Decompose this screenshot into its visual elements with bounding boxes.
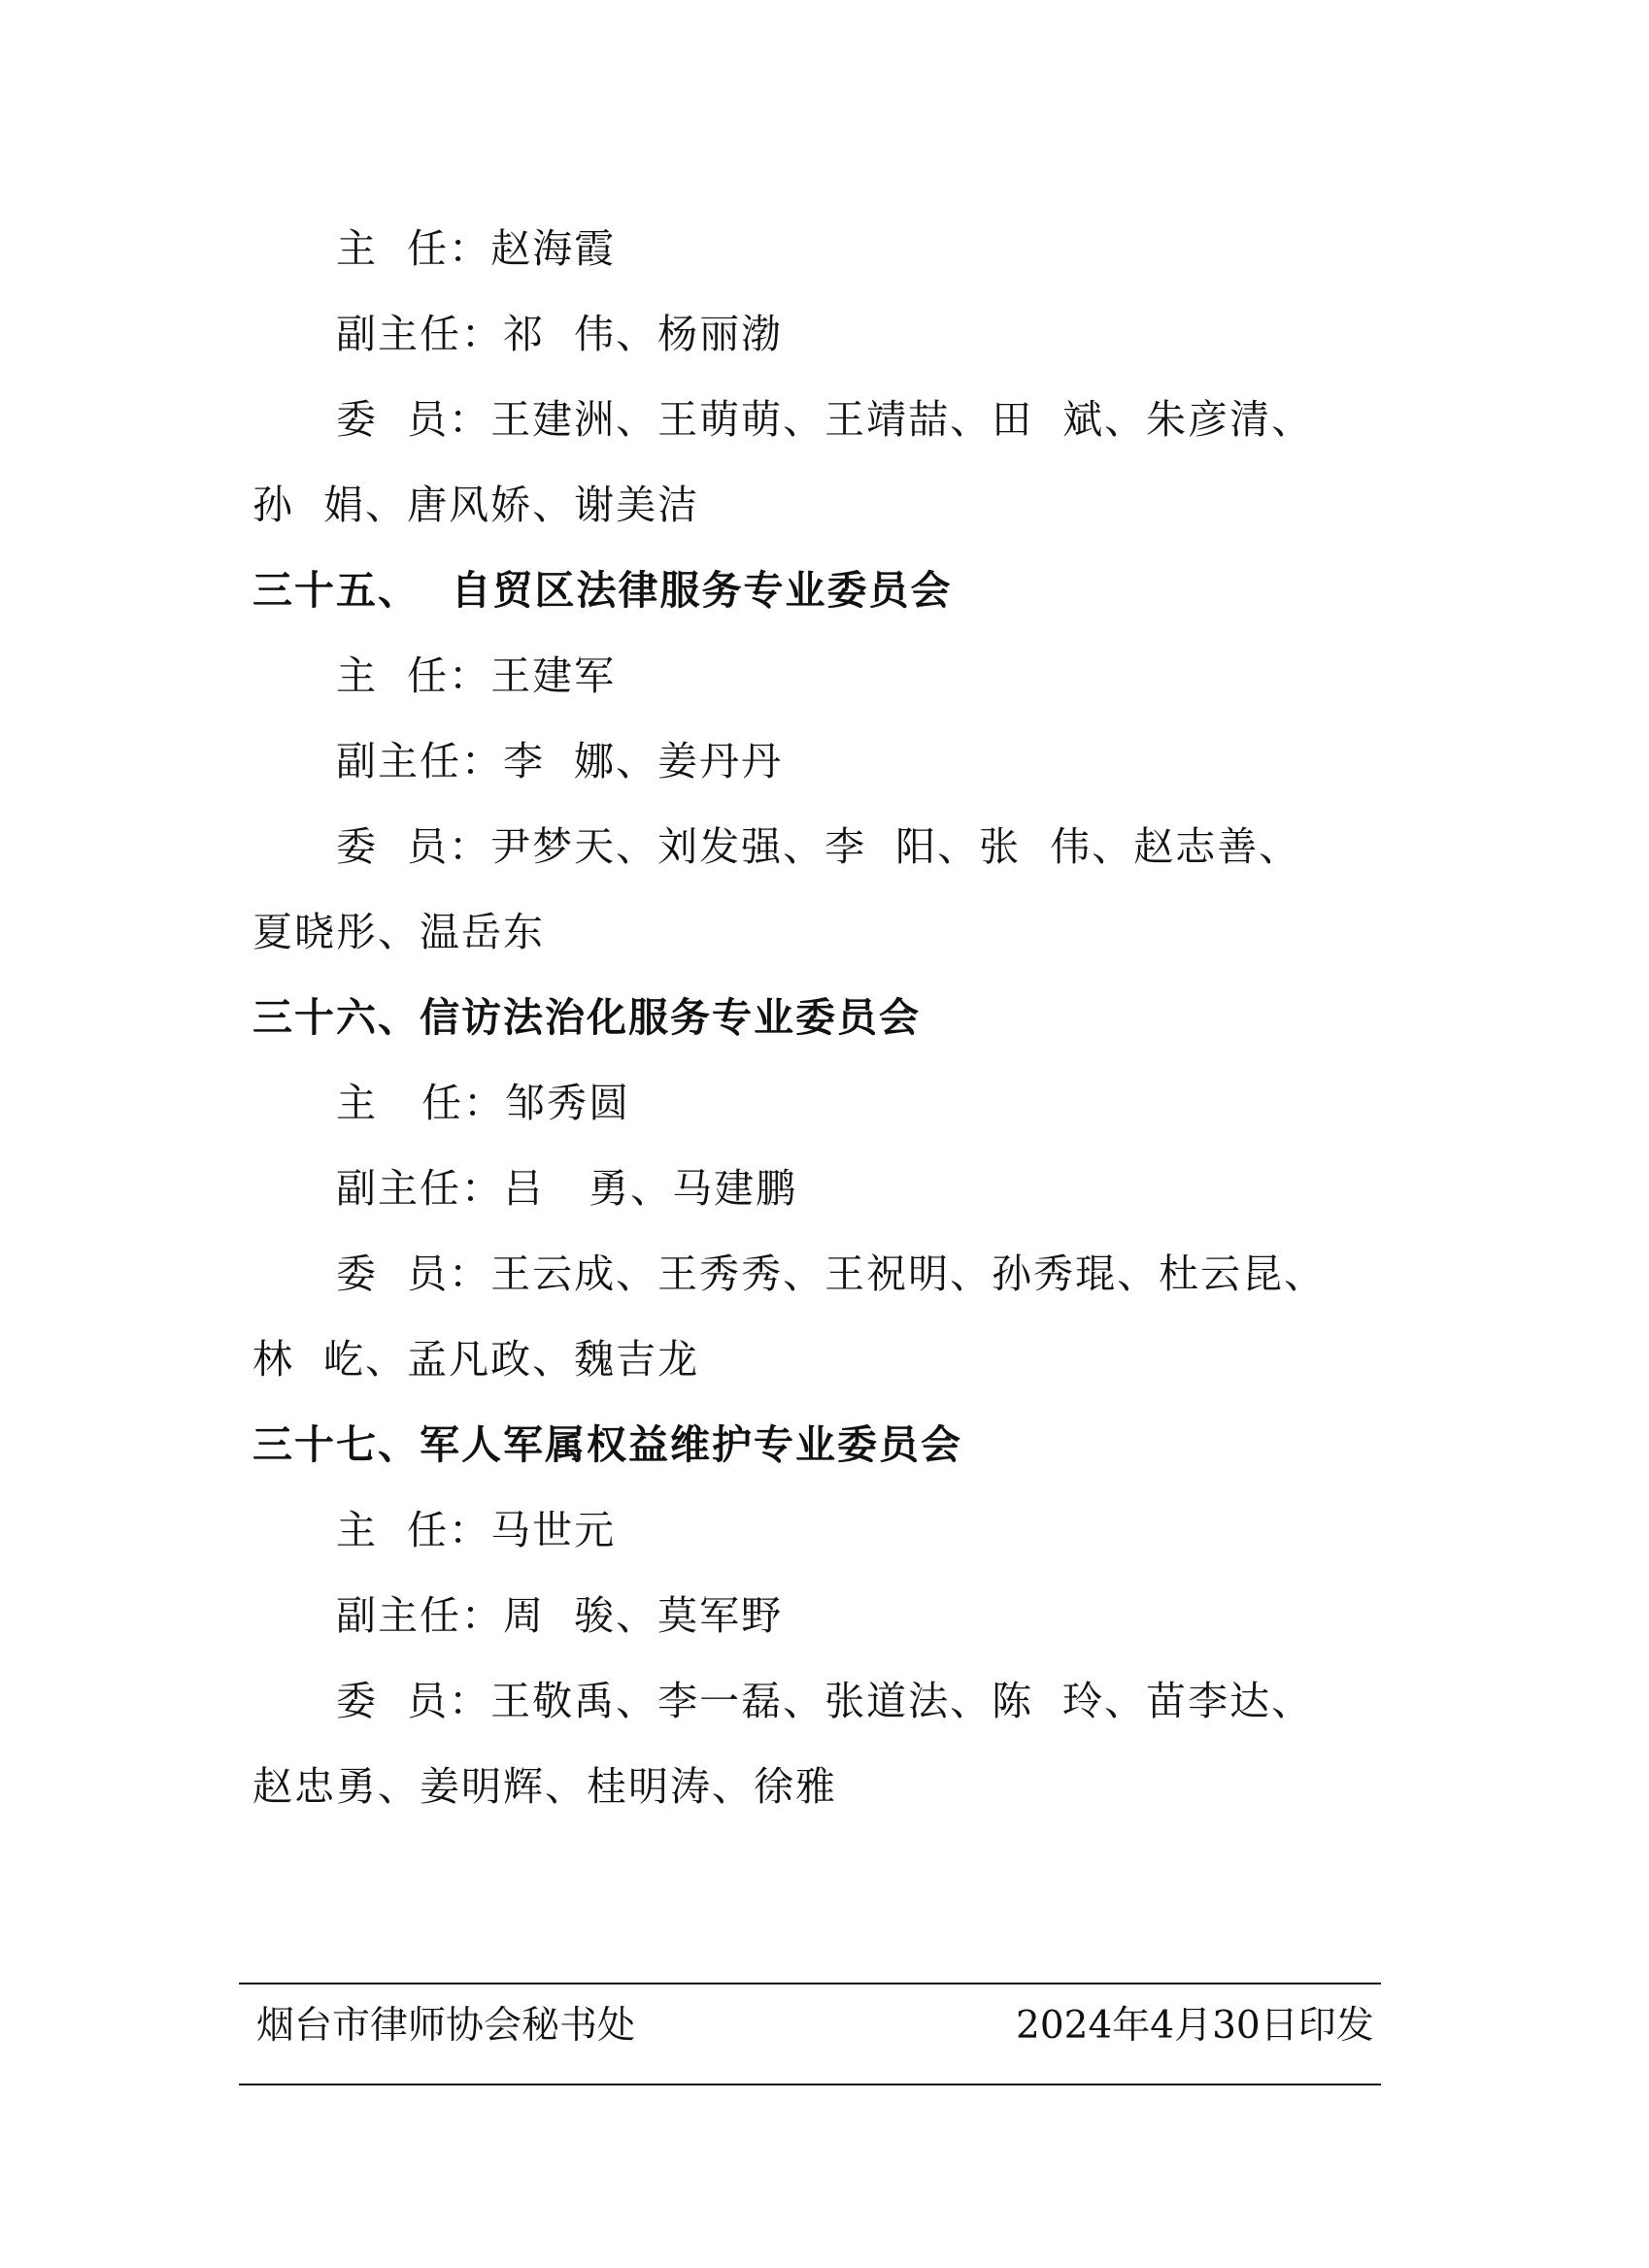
director-line: 主 任：赵海霞 xyxy=(336,225,617,272)
footer-issuer: 烟台市律师协会秘书处 xyxy=(256,2004,636,2048)
members-continuation: 夏晓彤、温岳东 xyxy=(252,909,545,955)
director-line: 主 任：马世元 xyxy=(336,1507,617,1553)
section-heading: 三十五、 自贸区法律服务专业委员会 xyxy=(252,567,953,614)
section-heading: 三十六、信访法治化服务专业委员会 xyxy=(252,994,921,1041)
deputy-line: 副主任：李 娜、姜丹丹 xyxy=(336,738,784,784)
section-heading: 三十七、军人军属权益维护专业委员会 xyxy=(252,1421,962,1468)
members-line: 委 员：尹梦天、刘发强、李 阳、张 伟、赵志善、 xyxy=(336,823,1301,870)
footer-bottom-rule xyxy=(239,2084,1381,2085)
director-line: 主 任：王建军 xyxy=(336,652,617,699)
footer-date: 2024年4月30日印发 xyxy=(1016,2004,1374,2048)
deputy-line: 副主任：周 骏、莫军野 xyxy=(336,1592,784,1639)
deputy-line: 副主任：祁 伟、杨丽渤 xyxy=(336,311,784,357)
members-line: 委 员：王敬禹、李一磊、张道法、陈 玲、苗李达、 xyxy=(336,1678,1314,1724)
members-continuation: 赵忠勇、姜明辉、桂明涛、徐雅 xyxy=(252,1763,837,1810)
members-continuation: 孙 娟、唐风娇、谢美洁 xyxy=(252,482,700,528)
director-line: 主 任：邹秀圆 xyxy=(336,1080,631,1126)
members-continuation: 林 屹、孟凡政、魏吉龙 xyxy=(252,1336,700,1383)
footer-top-rule xyxy=(239,1983,1381,1984)
members-line: 委 员：王建洲、王萌萌、王靖喆、田 斌、朱彦清、 xyxy=(336,396,1314,443)
members-line: 委 员：王云成、王秀秀、王祝明、孙秀琨、杜云昆、 xyxy=(336,1251,1327,1297)
deputy-line: 副主任：吕 勇、马建鹏 xyxy=(336,1165,798,1212)
